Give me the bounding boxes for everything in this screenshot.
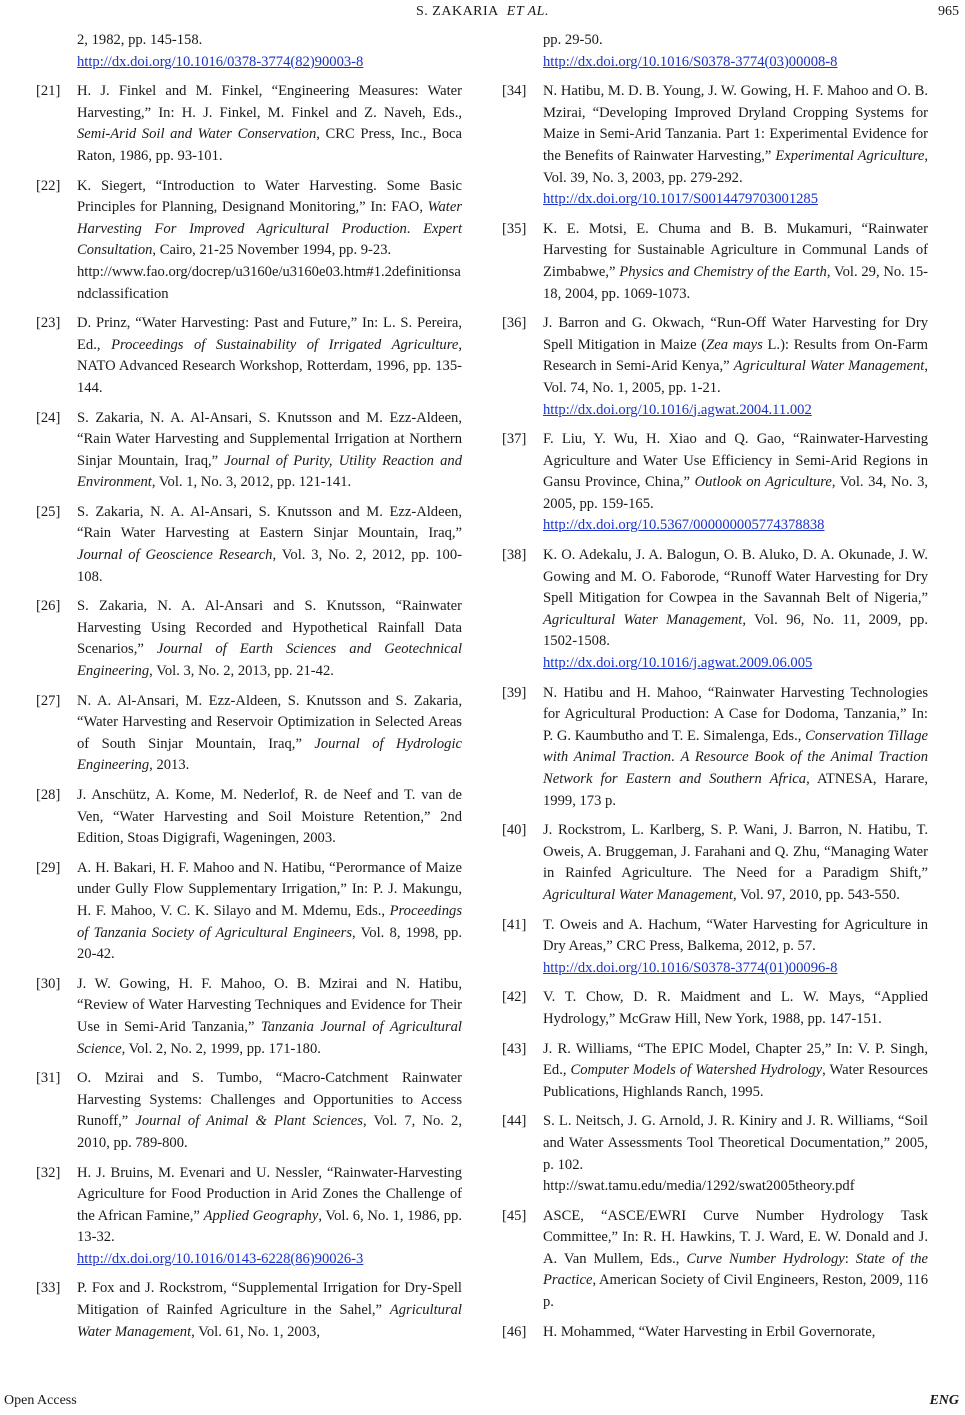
reference-italic-title: Water Harvesting For Improved Agricultural Production: [77, 199, 462, 237]
doi-link[interactable]: http://dx.doi.org/10.1017/S0014479703001285: [543, 191, 819, 208]
reference-entry: [502, 429, 928, 537]
reference-entry: [502, 987, 928, 1030]
reference-text-segment: J. R. Williams, “The EPIC Model, Chapter 25,” In: V. P. Singh, Ed.,: [543, 1040, 928, 1079]
reference-number: [34]: [502, 83, 527, 100]
reference-text-segment: S. Zakaria, N. A. Al-Ansari and S. Knutsson, “Rainwater Harvesting Using Recorded and Hypothetical Rainfall Data Scenarios,”: [77, 598, 462, 658]
reference-number: [44]: [502, 1113, 527, 1130]
reference-text: [543, 545, 928, 675]
reference-text-segment: , Vol. 61, No. 1, 2003,: [191, 1323, 320, 1340]
reference-text: [36, 30, 462, 73]
reference-number: [35]: [502, 220, 527, 237]
reference-number: [21]: [36, 83, 61, 100]
reference-entry: [502, 683, 928, 813]
reference-text-segment: S. L. Neitsch, J. G. Arnold, J. R. Kiniry and J. R. Williams, “Soil and Water Assessments Tool Theoretical Documentation,” 2005, p. 102.: [543, 1113, 928, 1173]
reference-entry: [36, 691, 462, 777]
reference-number: [42]: [502, 989, 527, 1006]
reference-italic-title: Tanzania Journal of Agricultural Science: [77, 1018, 462, 1057]
reference-text: [77, 502, 462, 588]
reference-entry: [36, 313, 462, 399]
reference-italic-title: Conservation Tillage with Animal Traction: [543, 727, 928, 766]
running-head: [0, 4, 965, 20]
reference-number: [30]: [36, 975, 61, 992]
running-head-authors: S. ZAKARIA: [416, 4, 499, 19]
reference-italic-title: Curve Number Hydrology: [686, 1250, 845, 1267]
reference-text: [543, 219, 928, 305]
reference-italic-title: Proceedings of Sustainability of Irrigated Agriculture: [111, 336, 459, 353]
reference-number: [46]: [502, 1323, 527, 1340]
reference-italic-title: Outlook on Agriculture: [694, 474, 832, 491]
reference-entry: [36, 974, 462, 1060]
reference-number: [39]: [502, 684, 527, 701]
reference-text: [543, 683, 928, 813]
reference-italic-title: Agricultural Water Management: [733, 358, 925, 375]
footer-journal-abbrev: ENG: [929, 1393, 959, 1408]
reference-entry: [36, 1068, 462, 1154]
reference-text: [77, 691, 462, 777]
reference-entry: [502, 1111, 928, 1197]
reference-text-segment: N. A. Al-Ansari, M. Ezz-Aldeen, S. Knutsson and S. Zakaria, “Water Harvesting and Reservoir Optimization in Selected Areas of South Sinjar Mountain, Iraq,”: [77, 692, 462, 752]
reference-text-segment: K. E. Motsi, E. Chuma and B. B. Mukamuri, “Rainwater Harvesting for Sustainable Agriculture in Communal Lands of Zimbabwe,”: [543, 220, 928, 280]
reference-entry: [36, 176, 462, 306]
reference-text-segment: P. Fox and J. Rockstrom, “Supplemental Irrigation for Dry-Spell Mitigation of Rainfed Agriculture in the Sahel,”: [77, 1280, 462, 1319]
reference-text-segment: , Vol. 34, No. 3, 2005, pp. 159-165.: [543, 474, 929, 512]
reference-text-segment: , Vol. 1, No. 3, 2012, pp. 121-141.: [151, 474, 352, 491]
reference-italic-title: Physics and Chemistry of the Earth: [619, 263, 827, 280]
reference-url: http://www.fao.org/docrep/u3160e/u3160e03.htm#1.2definitionsandclassification: [77, 263, 461, 302]
reference-text: [543, 1322, 928, 1344]
reference-number: [38]: [502, 547, 527, 564]
reference-text: [543, 429, 928, 537]
reference-entry: [36, 30, 462, 73]
reference-text-segment: T. Oweis and A. Hachum, “Water Harvesting for Agriculture in Dry Areas,” CRC Press, Balkema, 2012, p. 57.: [543, 916, 928, 955]
reference-text-segment: K. Siegert, “Introduction to Water Harvesting. Some Basic Principles for Planning, Designand Monitoring,” In: FAO,: [77, 177, 462, 216]
reference-text-segment: , Vol. 97, 2010, pp. 543-550.: [732, 886, 900, 903]
reference-entry: [502, 219, 928, 305]
reference-text-segment: , Vol. 96, No. 11, 2009, pp. 1502-1508.: [543, 611, 929, 650]
reference-number: [22]: [36, 177, 61, 194]
references-right-column: [502, 30, 928, 1351]
reference-number: [32]: [36, 1164, 61, 1181]
reference-number: [24]: [36, 409, 61, 426]
reference-text: [543, 915, 928, 980]
doi-link[interactable]: http://dx.doi.org/10.1016/0143-6228(86)90026-3: [77, 1250, 364, 1267]
reference-italic-title: Agricultural Water Management: [543, 886, 733, 903]
reference-italic-title: A Resource Book of the Animal Traction Network for Eastern and Southern Africa: [543, 749, 929, 787]
reference-italic-title: Journal of Purity, Utility Reaction and Environment: [77, 452, 462, 491]
reference-text: [543, 987, 928, 1030]
reference-text: [543, 1111, 928, 1197]
reference-text-segment: , Vol. 8, 1998, pp. 20-42.: [77, 924, 462, 963]
reference-text-segment: J. Rockstrom, L. Karlberg, S. P. Wani, J. Barron, N. Hatibu, T. Oweis, A. Bruggeman, J. Farahani and Q. Zhu, “Managing Water in Rainfed Agriculture. The Need for a Paradigm Shift,”: [543, 822, 928, 882]
reference-italic-title: Expert Consultation: [77, 220, 463, 259]
reference-text: [77, 596, 462, 682]
reference-text-segment: pp. 29-50.: [543, 32, 603, 48]
reference-text-segment: N. Hatibu, M. D. B. Young, J. W. Gowing, H. F. Mahoo and O. B. Mzirai, “Developing Improved Dryland Cropping Systems for Maize in Semi-Arid Tanzania. Part 1: Experimental Evidence for the Benefits of Rainwater Harvesting,”: [543, 83, 928, 164]
reference-text-segment: , Vol. 74, No. 1, 2005, pp. 1-21.: [543, 358, 929, 396]
reference-text-segment: , 2013.: [149, 757, 190, 774]
reference-number: [26]: [36, 598, 61, 615]
reference-text-segment: , Cairo, 21-25 November 1994, pp. 9-23.: [152, 242, 392, 259]
reference-number: [36]: [502, 315, 527, 332]
reference-text-segment: , NATO Advanced Research Workshop, Rotterdam, 1996, pp. 135-144.: [77, 336, 462, 396]
doi-link[interactable]: http://dx.doi.org/10.1016/S0378-3774(01)00096-8: [543, 959, 838, 976]
reference-text-segment: .: [671, 749, 681, 766]
reference-entry: [36, 1278, 462, 1343]
reference-text-segment: O. Mzirai and S. Tumbo, “Macro-Catchment Rainwater Harvesting Systems: Challenges and Opportunities to Access Runoff,”: [77, 1070, 462, 1130]
reference-text-segment: , ATNESA, Harare, 1999, 173 p.: [543, 771, 928, 809]
reference-entry: [36, 596, 462, 682]
reference-italic-title: Experimental Agriculture: [775, 147, 925, 164]
reference-text: [502, 30, 928, 73]
reference-text: [77, 408, 462, 494]
reference-text-segment: H. J. Finkel and M. Finkel, “Engineering Measures: Water Harvesting,” In: H. J. Finkel, M. Finkel and Z. Naveh, Eds.,: [77, 83, 462, 121]
reference-text-segment: A. H. Bakari, H. F. Mahoo and N. Hatibu, “Perormance of Maize under Gully Flow Supplementary Irrigation,” In: P. J. Makungu, H. F. Mahoo, V. C. K. Silayo and M. Mdemu, Eds.,: [77, 859, 462, 919]
reference-text-segment: J. Anschütz, A. Kome, M. Nederlof, R. de Neef and T. van de Ven, “Water Harvesting and Soil Moisture Retention,” 2nd Edition, Stoas Digigrafi, Wageningen, 2003.: [77, 787, 462, 847]
reference-entry: [502, 81, 928, 211]
reference-entry: [36, 1163, 462, 1271]
reference-text: [543, 1206, 928, 1314]
reference-text: [543, 313, 928, 421]
reference-number: [25]: [36, 503, 61, 520]
reference-entry: [502, 30, 928, 73]
reference-italic-title: Agricultural Water Management: [543, 611, 743, 628]
reference-number: [40]: [502, 822, 527, 839]
doi-link[interactable]: http://dx.doi.org/10.5367/000000005774378838: [543, 517, 825, 534]
reference-text-segment: 2, 1982, pp. 145-158.: [77, 32, 203, 48]
reference-italic-title: State of the Practice: [543, 1250, 928, 1289]
reference-number: [41]: [502, 916, 527, 933]
reference-italic-title: Journal of Hydrologic Engineering: [77, 735, 462, 774]
page-footer: [0, 1393, 965, 1413]
reference-text-segment: H. J. Bruins, M. Evenari and U. Nessler, “Rainwater-Harvesting Agriculture for Food Production in Arid Zones the Challenge of the African Famine,”: [77, 1164, 462, 1224]
reference-text-segment: , Vol. 39, No. 3, 2003, pp. 279-292.: [543, 147, 928, 186]
reference-italic-title: Agricultural Water Management: [77, 1302, 462, 1340]
reference-number: [43]: [502, 1040, 527, 1057]
reference-text-segment: V. T. Chow, D. R. Maidment and L. W. Mays, “Applied Hydrology,” McGraw Hill, New York, 1988, pp. 147-151.: [543, 989, 928, 1027]
doi-link[interactable]: http://dx.doi.org/10.1016/S0378-3774(03)00008-8: [543, 53, 838, 70]
reference-text: [77, 81, 462, 167]
reference-text-segment: J. W. Gowing, H. F. Mahoo, O. B. Mzirai and N. Hatibu, “Review of Water Harvesting Techniques and Evidence for Their Use in Semi-Arid Tanzania,”: [77, 975, 462, 1035]
reference-entry: [502, 1039, 928, 1104]
doi-link[interactable]: http://dx.doi.org/10.1016/0378-3774(82)90003-8: [77, 53, 364, 70]
reference-text-segment: , American Society of Civil Engineers, Reston, 2009, 116 p.: [543, 1272, 928, 1311]
reference-text: [77, 785, 462, 850]
reference-url: http://swat.tamu.edu/media/1292/swat2005theory.pdf: [543, 1178, 855, 1195]
reference-italic-title: Applied Geography: [203, 1207, 319, 1224]
reference-text-segment: S. Zakaria, N. A. Al-Ansari, S. Knutsson and M. Ezz-Aldeen, “Rain Water Harvesting at Eastern Sinjar Mountain, Iraq,”: [77, 503, 462, 542]
reference-text: [543, 1039, 928, 1104]
reference-text-segment: L.): Results from On-Farm Research in Semi-Arid Kenya,”: [543, 336, 928, 375]
page-number: 965: [938, 4, 959, 19]
reference-text-segment: ASCE, “ASCE/EWRI Curve Number Hydrology Task Committee,” In: R. H. Hawkins, T. J. Ward, E. W. Donald and J. A. Van Mullem, Eds.,: [543, 1207, 928, 1267]
reference-number: [33]: [36, 1280, 61, 1297]
footer-open-access: Open Access: [4, 1393, 77, 1408]
reference-text-segment: , Vol. 6, No. 1, 1986, pp. 13-32.: [77, 1207, 462, 1246]
reference-text-segment: , Vol. 7, No. 2, 2010, pp. 789-800.: [77, 1113, 462, 1151]
reference-text: [77, 1163, 462, 1271]
reference-text-segment: F. Liu, Y. Wu, H. Xiao and Q. Gao, “Rainwater-Harvesting Agriculture and Water Use Efficiency in Semi-Arid Regions in Gansu Province, China,”: [543, 431, 928, 491]
reference-entry: [502, 545, 928, 675]
page-header: [0, 4, 965, 24]
reference-entry: [502, 1206, 928, 1314]
reference-entry: [36, 785, 462, 850]
reference-text: [77, 313, 462, 399]
reference-text-segment: N. Hatibu and H. Mahoo, “Rainwater Harvesting Technologies for Agricultural Production: A Case for Dodoma, Tanzania,” In: P. G. Kaumbutho and T. E. Simalenga, Eds.,: [543, 684, 928, 744]
reference-entry: [502, 1322, 928, 1344]
reference-italic-title: Computer Models of Watershed Hydrology: [570, 1062, 823, 1079]
reference-number: [27]: [36, 692, 61, 709]
reference-text: [77, 176, 462, 306]
reference-number: [23]: [36, 315, 61, 332]
reference-entry: [36, 502, 462, 588]
reference-text: [543, 81, 928, 211]
reference-italic-title: Semi-Arid Soil and Water Conservation: [77, 126, 317, 143]
reference-text-segment: S. Zakaria, N. A. Al-Ansari, S. Knutsson and M. Ezz-Aldeen, “Rain Water Harvesting and Supplemental Irrigation at Northern Sinjar Mountain, Iraq,”: [77, 409, 462, 469]
reference-number: [45]: [502, 1207, 527, 1224]
references-left-column: [36, 30, 462, 1351]
reference-text-segment: , Vol. 29, No. 15-18, 2004, pp. 1069-1073.: [543, 263, 928, 302]
reference-entry: [36, 408, 462, 494]
reference-text-segment: , Vol. 3, No. 2, 2012, pp. 100-108.: [77, 547, 462, 585]
reference-italic-title: Proceedings of Tanzania Society of Agricultural Engineers: [77, 902, 462, 941]
reference-text-segment: J. Barron and G. Okwach, “Run-Off Water Harvesting for Dry Spell Mitigation in Maize (: [543, 315, 928, 353]
reference-entry: [502, 820, 928, 906]
reference-number: [29]: [36, 859, 61, 876]
reference-italic-title: Journal of Animal & Plant Sciences: [135, 1113, 363, 1130]
reference-text-segment: D. Prinz, “Water Harvesting: Past and Future,” In: L. S. Pereira, Ed.,: [77, 315, 462, 353]
reference-text-segment: H. Mohammed, “Water Harvesting in Erbil Governorate,: [543, 1323, 876, 1340]
reference-number: [28]: [36, 787, 61, 803]
reference-italic-title: Journal of Geoscience Research: [77, 547, 273, 564]
reference-entry: [36, 81, 462, 167]
reference-entry: [502, 313, 928, 421]
reference-number: [31]: [36, 1070, 61, 1087]
running-head-etal: ET AL.: [506, 4, 549, 19]
reference-text-segment: K. O. Adekalu, J. A. Balogun, O. B. Aluko, D. A. Okunade, J. W. Gowing and M. O. Faborode, “Runoff Water Harvesting for Dry Spell Mitigation for Cowpea in the Savannah Belt of Nigeria,”: [543, 547, 928, 607]
reference-text: [543, 820, 928, 906]
reference-text-segment: , Vol. 3, No. 2, 2013, pp. 21-42.: [149, 663, 334, 680]
reference-text: [77, 1278, 462, 1343]
reference-text: [77, 858, 462, 966]
reference-text: [77, 1068, 462, 1154]
doi-link[interactable]: http://dx.doi.org/10.1016/j.agwat.2004.11.002: [543, 401, 812, 418]
reference-text-segment: , CRC Press, Inc., Boca Raton, 1986, pp. 93-101.: [77, 126, 462, 164]
reference-text-segment: , Vol. 2, No. 2, 1999, pp. 171-180.: [121, 1040, 321, 1057]
reference-number: [37]: [502, 431, 527, 448]
reference-text-segment: .: [406, 220, 424, 237]
reference-italic-title: Zea mays: [706, 336, 763, 353]
reference-entry: [502, 915, 928, 980]
reference-entry: [36, 858, 462, 966]
reference-italic-title: Journal of Earth Sciences and Geotechnical Engineering: [77, 641, 462, 680]
doi-link[interactable]: http://dx.doi.org/10.1016/j.agwat.2009.06.005: [543, 655, 813, 672]
reference-text-segment: , Water Resources Publications, Highlands Ranch, 1995.: [543, 1062, 928, 1100]
reference-text-segment: :: [844, 1250, 856, 1267]
reference-text: [77, 974, 462, 1060]
